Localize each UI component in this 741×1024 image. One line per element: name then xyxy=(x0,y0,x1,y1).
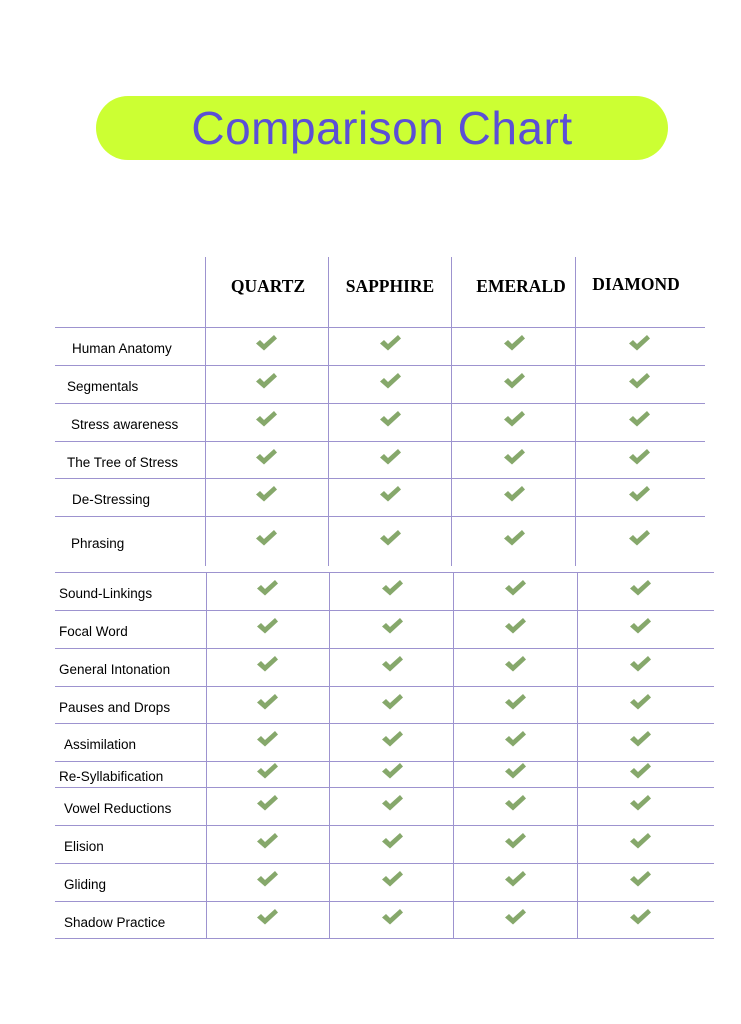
check-icon xyxy=(503,617,527,635)
row-label: Gliding xyxy=(64,877,107,892)
check-icon xyxy=(503,655,527,673)
check-icon xyxy=(255,832,279,850)
check-icon xyxy=(255,794,279,812)
check-icon xyxy=(254,529,278,547)
check-icon xyxy=(502,334,526,352)
row-divider xyxy=(55,863,714,864)
check-icon xyxy=(255,762,279,780)
check-icon xyxy=(380,908,404,926)
check-icon xyxy=(380,794,404,812)
row-label: Stress awareness xyxy=(71,417,179,432)
column-header-emerald: EMERALD xyxy=(476,276,566,296)
row-label: Assimilation xyxy=(64,737,137,752)
check-icon xyxy=(502,410,526,428)
check-icon xyxy=(380,832,404,850)
row-label: Phrasing xyxy=(71,536,125,551)
row-divider xyxy=(55,441,705,442)
check-icon xyxy=(254,372,278,390)
row-divider xyxy=(55,787,714,788)
check-icon xyxy=(628,579,652,597)
check-icon xyxy=(503,762,527,780)
check-icon xyxy=(380,579,404,597)
check-icon xyxy=(503,693,527,711)
check-icon xyxy=(627,334,651,352)
check-icon xyxy=(255,908,279,926)
row-label: Shadow Practice xyxy=(64,915,166,930)
check-icon xyxy=(627,372,651,390)
check-icon xyxy=(627,485,651,503)
check-icon xyxy=(380,762,404,780)
row-divider xyxy=(55,901,714,902)
row-label: General Intonation xyxy=(59,662,171,677)
column-divider xyxy=(205,257,206,566)
column-header-diamond: DIAMOND xyxy=(592,274,680,294)
row-label: Sound-Linkings xyxy=(59,586,153,601)
row-divider xyxy=(55,610,714,611)
check-icon xyxy=(628,655,652,673)
page-title: Comparison Chart xyxy=(191,102,573,154)
check-icon xyxy=(380,870,404,888)
check-icon xyxy=(503,908,527,926)
check-icon xyxy=(503,730,527,748)
check-icon xyxy=(628,870,652,888)
table-bottom-border xyxy=(55,938,714,939)
check-icon xyxy=(503,794,527,812)
check-icon xyxy=(502,485,526,503)
check-icon xyxy=(502,529,526,547)
row-label: Human Anatomy xyxy=(72,341,172,356)
title-banner xyxy=(96,96,668,160)
check-icon xyxy=(378,485,402,503)
check-icon xyxy=(378,448,402,466)
check-icon xyxy=(254,485,278,503)
check-icon xyxy=(255,655,279,673)
check-icon xyxy=(378,372,402,390)
column-header-sapphire: SAPPHIRE xyxy=(345,276,435,296)
row-divider xyxy=(55,365,705,366)
check-icon xyxy=(255,579,279,597)
check-icon xyxy=(255,693,279,711)
check-icon xyxy=(628,693,652,711)
check-icon xyxy=(380,693,404,711)
check-icon xyxy=(628,617,652,635)
row-label: Segmentals xyxy=(67,379,139,394)
row-divider xyxy=(55,723,714,724)
check-icon xyxy=(255,870,279,888)
row-label: Focal Word xyxy=(59,624,128,639)
check-icon xyxy=(380,730,404,748)
check-icon xyxy=(380,617,404,635)
column-divider xyxy=(329,572,330,938)
check-icon xyxy=(628,794,652,812)
row-divider xyxy=(55,478,705,479)
check-icon xyxy=(378,529,402,547)
row-label: De-Stressing xyxy=(72,492,151,507)
column-divider xyxy=(575,257,576,566)
row-divider xyxy=(55,572,714,573)
row-label: Re-Syllabification xyxy=(59,769,164,784)
column-divider xyxy=(206,572,207,938)
row-label: Pauses and Drops xyxy=(59,700,171,715)
column-header-quartz: QUARTZ xyxy=(230,276,306,296)
row-label: Vowel Reductions xyxy=(64,801,172,816)
row-divider xyxy=(55,686,714,687)
check-icon xyxy=(628,762,652,780)
check-icon xyxy=(503,579,527,597)
row-divider xyxy=(55,403,705,404)
row-divider xyxy=(55,516,705,517)
check-icon xyxy=(502,448,526,466)
row-label: Elision xyxy=(64,839,104,854)
row-divider xyxy=(55,648,714,649)
row-label: The Tree of Stress xyxy=(67,455,179,470)
check-icon xyxy=(378,334,402,352)
column-divider xyxy=(328,257,329,566)
check-icon xyxy=(502,372,526,390)
check-icon xyxy=(627,448,651,466)
column-divider xyxy=(453,572,454,938)
row-divider xyxy=(55,825,714,826)
column-divider xyxy=(451,257,452,566)
check-icon xyxy=(628,832,652,850)
check-icon xyxy=(503,832,527,850)
check-icon xyxy=(627,529,651,547)
check-icon xyxy=(628,730,652,748)
check-icon xyxy=(380,655,404,673)
check-icon xyxy=(254,334,278,352)
column-divider xyxy=(577,572,578,938)
check-icon xyxy=(254,448,278,466)
row-divider xyxy=(55,327,705,328)
check-icon xyxy=(378,410,402,428)
check-icon xyxy=(254,410,278,428)
check-icon xyxy=(628,908,652,926)
check-icon xyxy=(503,870,527,888)
check-icon xyxy=(255,617,279,635)
check-icon xyxy=(627,410,651,428)
check-icon xyxy=(255,730,279,748)
